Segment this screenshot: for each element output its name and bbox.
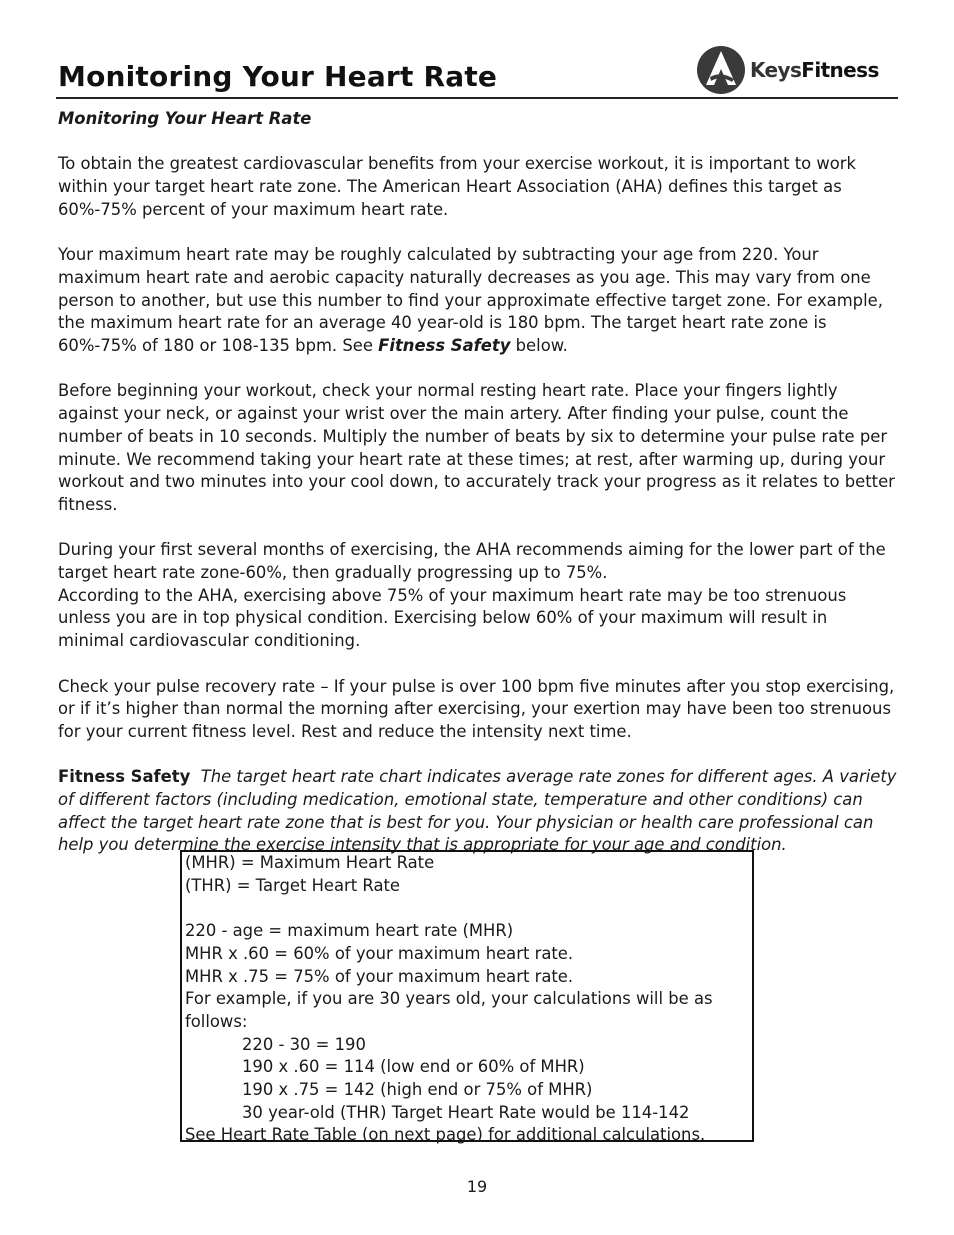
paragraph-max-heart-rate-end: below. bbox=[510, 336, 568, 355]
paragraph-target-zone: To obtain the greatest cardiovascular benefits from your exercise workout, it is important to work within your target heart rate zone. The American Heart Association (AHA) defines this target as 60%-75% percent of your maximum heart rate. bbox=[58, 154, 857, 219]
page-title: Monitoring Your Heart Rate bbox=[58, 60, 498, 93]
paragraph-fitness-safety bbox=[58, 766, 898, 857]
paragraph-resting-heart-rate: Before beginning your workout, check your normal resting heart rate. Place your fingers lightly against your neck, or against your wrist over the main artery. After finding your pulse, count the number of beats in 10 seconds. Multiply the number of beats by six to determine your pulse rate per minute. We recommend taking your heart rate at these times; at rest, after warming up, during your workout and two minutes into your cool down, to accurately track your progress as it relates to better fitness. bbox=[58, 381, 895, 514]
paragraph-max-heart-rate bbox=[58, 244, 898, 358]
formula-line-indented: 190 x .75 = 142 (high end or 75% of MHR) bbox=[242, 1080, 593, 1100]
logo-wordmark-fitness: Fitness bbox=[801, 58, 879, 82]
fitness-safety-reference: Fitness Safety bbox=[378, 336, 511, 355]
main-content bbox=[58, 108, 898, 880]
paragraph-aha-recommendation-a: During your first several months of exercising, the AHA recommends aiming for the lower part of the target heart rate zone-60%, then gradually progressing up to 75%. bbox=[58, 540, 886, 582]
formula-line: (THR) = Target Heart Rate bbox=[185, 875, 400, 895]
keysfitness-logo bbox=[696, 44, 879, 96]
heart-rate-formula-box bbox=[180, 850, 754, 1145]
formula-line-indented: 220 - 30 = 190 bbox=[242, 1034, 366, 1054]
formula-line-indented: 30 year-old (THR) Target Heart Rate would be 114-142 bbox=[242, 1102, 690, 1122]
fitness-safety-label: Fitness Safety bbox=[58, 767, 191, 787]
paragraph-max-heart-rate-text: Your maximum heart rate may be roughly calculated by subtracting your age from 220. Your maximum heart rate and aerobic capacity naturally decreases as you age. This may vary from one person to another, but use this number to find your approximate effective target zone. For example, the maximum heart rate for an average 40 year-old is 180 bpm. The target heart rate zone is 60%-75% of 180 or 108-135 bpm. See bbox=[58, 245, 883, 355]
logo-wordmark-keys: Keys bbox=[750, 58, 802, 82]
section-subheading: Monitoring Your Heart Rate bbox=[58, 109, 312, 128]
paragraph-aha-recommendation-b: According to the AHA, exercising above 75% of your maximum heart rate may be too strenuous unless you are in top physical condition. Exercising below 60% of your maximum will result in minimal cardiovascular conditioning. bbox=[58, 585, 847, 651]
logo-wordmark bbox=[750, 58, 879, 82]
keysfitness-mark-icon bbox=[696, 45, 746, 95]
formula-line: follows: bbox=[185, 1011, 248, 1031]
formula-line: MHR x .75 = 75% of your maximum heart rate. bbox=[185, 966, 574, 986]
formula-spacer bbox=[185, 897, 749, 920]
formula-line-indented: 190 x .60 = 114 (low end or 60% of MHR) bbox=[242, 1057, 585, 1077]
formula-line: For example, if you are 30 years old, your calculations will be as bbox=[185, 989, 713, 1009]
page-number: 19 bbox=[466, 1177, 488, 1196]
paragraph-aha-recommendation bbox=[58, 539, 898, 653]
formula-line: (MHR) = Maximum Heart Rate bbox=[185, 853, 435, 872]
fitness-safety-text: The target heart rate chart indicates average rate zones for different ages. A variety of different factors (including medication, emotional state, temperature and other conditions) can affect the target heart rate zone that is best for you. Your physician or health care professional can help you determine the exercise intensity that is appropriate for your age and condition. bbox=[58, 767, 897, 855]
formula-line: MHR x .60 = 60% of your maximum heart rate. bbox=[185, 943, 574, 963]
title-divider bbox=[56, 97, 898, 99]
paragraph-recovery-rate: Check your pulse recovery rate – If your pulse is over 100 bpm five minutes after you stop exercising, or if it’s higher than normal the morning after exercising, your exertion may have been too strenuous for your current fitness level. Rest and reduce the intensity next time. bbox=[58, 676, 895, 741]
formula-line: See Heart Rate Table (on next page) for additional calculations. bbox=[185, 1125, 706, 1145]
formula-line: 220 - age = maximum heart rate (MHR) bbox=[185, 921, 514, 941]
